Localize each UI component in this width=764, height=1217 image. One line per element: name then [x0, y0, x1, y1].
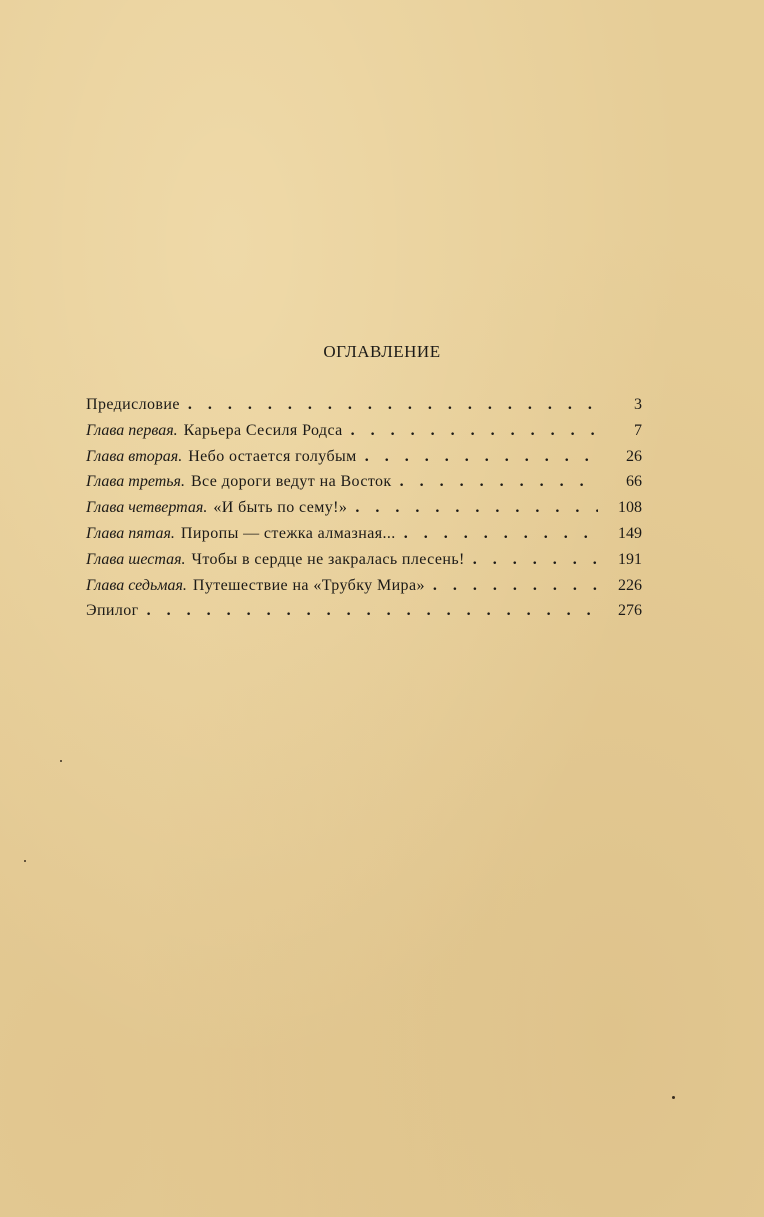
toc-entry-chapter-4[interactable] [86, 495, 642, 521]
toc-entry-chapter-5[interactable] [86, 521, 642, 547]
entry-title: Чтобы в сердце не закралась плесень! [191, 550, 465, 568]
page-number: 149 [618, 524, 642, 542]
entry-title: Карьера Сесиля Родса [183, 421, 343, 439]
chapter-label: Глава четвертая. [86, 499, 208, 517]
chapter-label: Глава пятая. [86, 524, 175, 542]
dot-leader [473, 547, 598, 573]
chapter-label: Глава третья. [86, 473, 185, 491]
page-number: 191 [618, 550, 642, 568]
chapter-label: Глава вторая. [86, 447, 183, 465]
page-number: 66 [626, 473, 642, 491]
dot-leader [188, 392, 598, 418]
page-number: 7 [634, 421, 642, 439]
dot-leader [351, 418, 598, 444]
toc-entry-chapter-7[interactable] [86, 573, 642, 599]
dot-leader [147, 598, 598, 624]
entry-title: Пиропы — стежка алмазная... [180, 524, 396, 542]
dot-leader [355, 495, 598, 521]
toc-entry-chapter-6[interactable] [86, 547, 642, 573]
toc-entry-epilogue[interactable] [86, 598, 642, 624]
page-number: 108 [618, 499, 642, 517]
table-of-contents [86, 392, 642, 624]
dot-leader [404, 521, 598, 547]
entry-title: «И быть по сему!» [213, 499, 348, 517]
entry-title: Предисловие [86, 396, 180, 413]
toc-entry-chapter-2[interactable] [86, 444, 642, 470]
entry-title: Эпилог [86, 602, 139, 620]
toc-entry-preface[interactable] [86, 392, 642, 418]
entry-title: Все дороги ведут на Восток [190, 473, 392, 491]
page-number: 276 [618, 602, 642, 620]
paper-speck [24, 860, 26, 862]
toc-entry-chapter-1[interactable] [86, 418, 642, 444]
toc-title: ОГЛАВЛЕНИЕ [323, 342, 441, 361]
paper-speck [672, 1096, 675, 1099]
dot-leader [365, 444, 598, 470]
entry-title: Небо остается голубым [188, 447, 357, 465]
page-number: 3 [634, 396, 642, 413]
chapter-label: Глава седьмая. [86, 576, 187, 594]
chapter-label: Глава первая. [86, 421, 178, 439]
entry-title: Путешествие на «Трубку Мира» [192, 576, 425, 594]
chapter-label: Глава шестая. [86, 550, 186, 568]
toc-entry-chapter-3[interactable] [86, 469, 642, 495]
page-number: 26 [626, 447, 642, 465]
page-number: 226 [618, 576, 642, 594]
dot-leader [400, 469, 598, 495]
dot-leader [433, 573, 598, 599]
paper-speck [60, 760, 62, 762]
